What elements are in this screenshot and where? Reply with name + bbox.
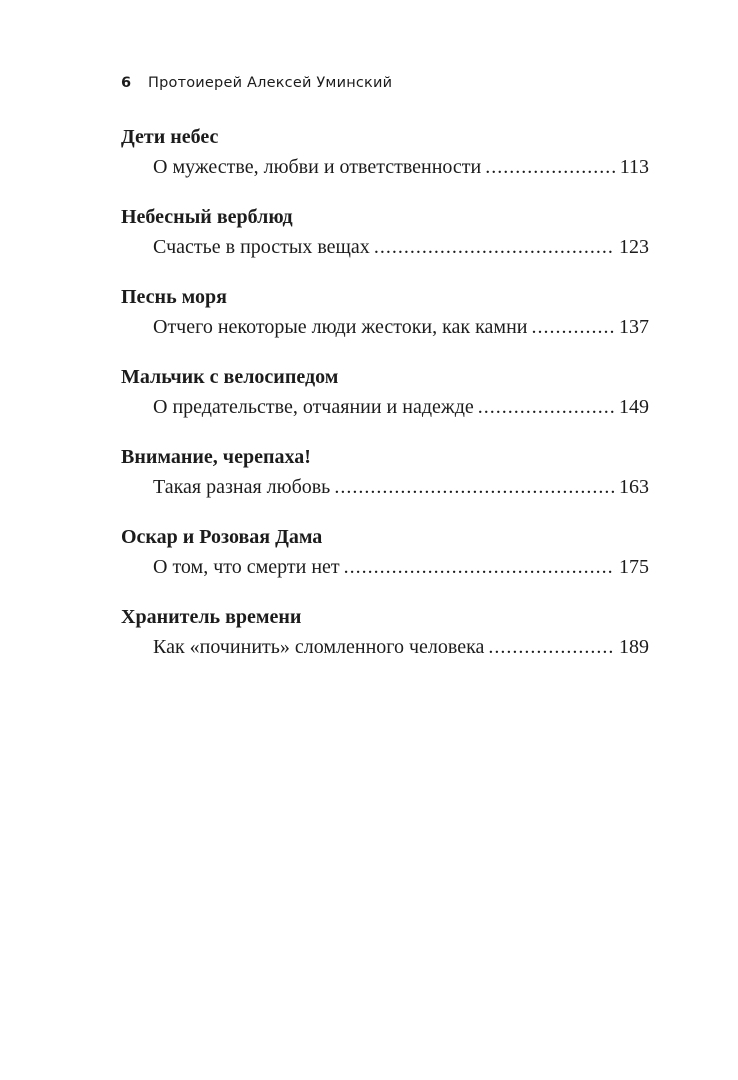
toc-entry-subtitle: Отчего некоторые люди жестоки, как камни bbox=[153, 316, 528, 338]
toc-entry-page: 149 bbox=[619, 396, 649, 418]
toc-entry bbox=[121, 522, 649, 602]
dot-leader bbox=[478, 392, 615, 422]
toc-entry-subtitle: Как «починить» сломленного человека bbox=[153, 636, 485, 658]
toc-entry bbox=[121, 122, 649, 202]
toc-entry bbox=[121, 442, 649, 522]
table-of-contents bbox=[121, 122, 649, 682]
toc-entry-subtitle: Счастье в простых вещах bbox=[153, 236, 370, 258]
toc-entry-page: 163 bbox=[619, 476, 649, 498]
dot-leader bbox=[374, 232, 615, 262]
dot-leader bbox=[485, 152, 615, 182]
toc-entry-line bbox=[153, 152, 649, 182]
toc-entry-line bbox=[153, 232, 649, 262]
toc-entry-subtitle: О мужестве, любви и ответственности bbox=[153, 156, 482, 178]
toc-entry-page: 137 bbox=[619, 316, 649, 338]
toc-entry-title: Песнь моря bbox=[121, 286, 227, 308]
toc-entry-title: Внимание, черепаха! bbox=[121, 446, 311, 468]
toc-entry-title: Оскар и Розовая Дама bbox=[121, 526, 323, 548]
toc-entry bbox=[121, 362, 649, 442]
page-number: 6 bbox=[121, 75, 132, 91]
toc-entry bbox=[121, 602, 649, 682]
toc-entry-line bbox=[153, 392, 649, 422]
running-head-author: Протоиерей Алексей Уминский bbox=[148, 75, 393, 91]
toc-entry-title: Небесный верблюд bbox=[121, 206, 293, 228]
toc-entry-page: 189 bbox=[619, 636, 649, 658]
toc-entry-subtitle: О предательстве, отчаянии и надежде bbox=[153, 396, 474, 418]
toc-entry-line bbox=[153, 472, 649, 502]
dot-leader bbox=[334, 472, 615, 502]
toc-entry-subtitle: О том, что смерти нет bbox=[153, 556, 340, 578]
toc-entry-page: 123 bbox=[619, 236, 649, 258]
toc-entry-title: Дети небес bbox=[121, 126, 219, 148]
toc-entry-page: 175 bbox=[619, 556, 649, 578]
toc-entry-subtitle: Такая разная любовь bbox=[153, 476, 331, 498]
toc-entry bbox=[121, 282, 649, 362]
toc-entry-title: Хранитель времени bbox=[121, 606, 302, 628]
toc-entry-line bbox=[153, 312, 649, 342]
toc-entry-page: 113 bbox=[619, 156, 649, 178]
dot-leader bbox=[531, 312, 615, 342]
dot-leader bbox=[488, 632, 615, 662]
toc-entry bbox=[121, 202, 649, 282]
dot-leader bbox=[344, 552, 615, 582]
toc-entry-line bbox=[153, 632, 649, 662]
toc-entry-line bbox=[153, 552, 649, 582]
toc-entry-title: Мальчик с велосипедом bbox=[121, 366, 339, 388]
running-head bbox=[121, 75, 392, 91]
